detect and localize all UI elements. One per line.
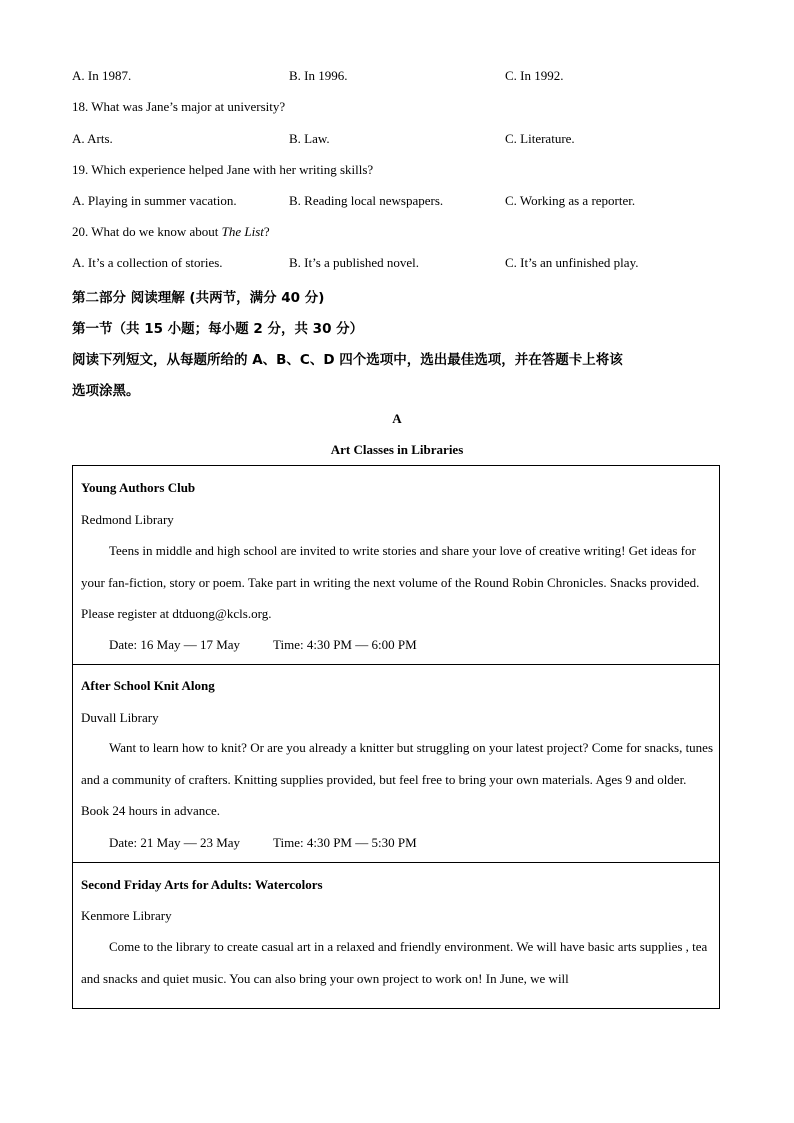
table-row [73, 863, 719, 1008]
section-sub-heading: 第一节（共 15 小题；每小题 2 分，共 30 分） [72, 321, 364, 337]
q20-question-suffix: ? [263, 224, 270, 239]
entry-body: Teens in middle and high school are invited to write stories and share your love of creative writing! Get ideas for your fan-fiction, story or poem. Take part in writing the next volume of the Round Robin Chronicles. Snacks provided. Please register at dtduong@kcls.org. [81, 543, 700, 621]
q20-question-title: The List [221, 224, 264, 239]
q20-option-b: B. It’s a published novel. [289, 255, 419, 270]
entry-library: Redmond Library [81, 512, 174, 527]
q19-option-b: B. Reading local newspapers. [289, 193, 444, 208]
entry-title: Young Authors Club [81, 480, 196, 495]
entry-date: Date: 21 May — 23 May [109, 835, 241, 850]
q19-option-a: A. Playing in summer vacation. [72, 193, 237, 208]
q18-option-c: C. Literature. [505, 131, 575, 146]
q19-question: 19. Which experience helped Jane with her writing skills? [72, 162, 374, 177]
q17-option-b: B. In 1996. [289, 68, 348, 83]
q17-option-a: A. In 1987. [72, 68, 132, 83]
entry-time: Time: 4:30 PM — 6:00 PM [273, 637, 417, 652]
passage-title: Art Classes in Libraries [330, 442, 464, 457]
section-instruction-line-2: 选项涂黑。 [72, 383, 140, 399]
entry-body: Come to the library to create casual art in a relaxed and friendly environment. We will have basic arts supplies , tea and snacks and quiet music. You can also bring your own project to work on! In June, we will [81, 939, 708, 986]
q19-option-c: C. Working as a reporter. [505, 193, 636, 208]
entry-library: Duvall Library [81, 710, 159, 725]
q18-option-b: B. Law. [289, 131, 330, 146]
entry-body: Want to learn how to knit? Or are you already a knitter but struggling on your latest project? Come for snacks, tunes and a community of crafters. Knitting supplies provided, but feel free to bring your own materials. Ages 9 and older. Book 24 hours in advance. [81, 740, 714, 818]
entry-date: Date: 16 May — 17 May [109, 637, 241, 652]
passage-table [72, 465, 720, 1009]
q20-question-prefix: 20. What do we know about [72, 224, 222, 239]
q17-option-c: C. In 1992. [505, 68, 564, 83]
passage-letter: A [392, 411, 402, 426]
entry-schedule [109, 637, 417, 653]
q20-question [72, 224, 270, 240]
q18-question: 18. What was Jane’s major at university? [72, 99, 286, 114]
entry-title: Second Friday Arts for Adults: Watercolors [81, 877, 323, 892]
entry-time: Time: 4:30 PM — 5:30 PM [273, 835, 417, 850]
q20-option-a: A. It’s a collection of stories. [72, 255, 223, 270]
entry-title: After School Knit Along [81, 678, 215, 693]
entry-schedule [109, 835, 417, 851]
section-instruction-line-1: 阅读下列短文，从每题所给的 A、B、C、D 四个选项中，选出最佳选项，并在答题卡上将该 [72, 352, 623, 368]
entry-library: Kenmore Library [81, 908, 172, 923]
table-row [73, 665, 719, 863]
q20-option-c: C. It’s an unfinished play. [505, 255, 639, 270]
section-part-heading: 第二部分 阅读理解 (共两节，满分 40 分) [72, 290, 325, 306]
table-row [73, 466, 719, 665]
q18-option-a: A. Arts. [72, 131, 113, 146]
